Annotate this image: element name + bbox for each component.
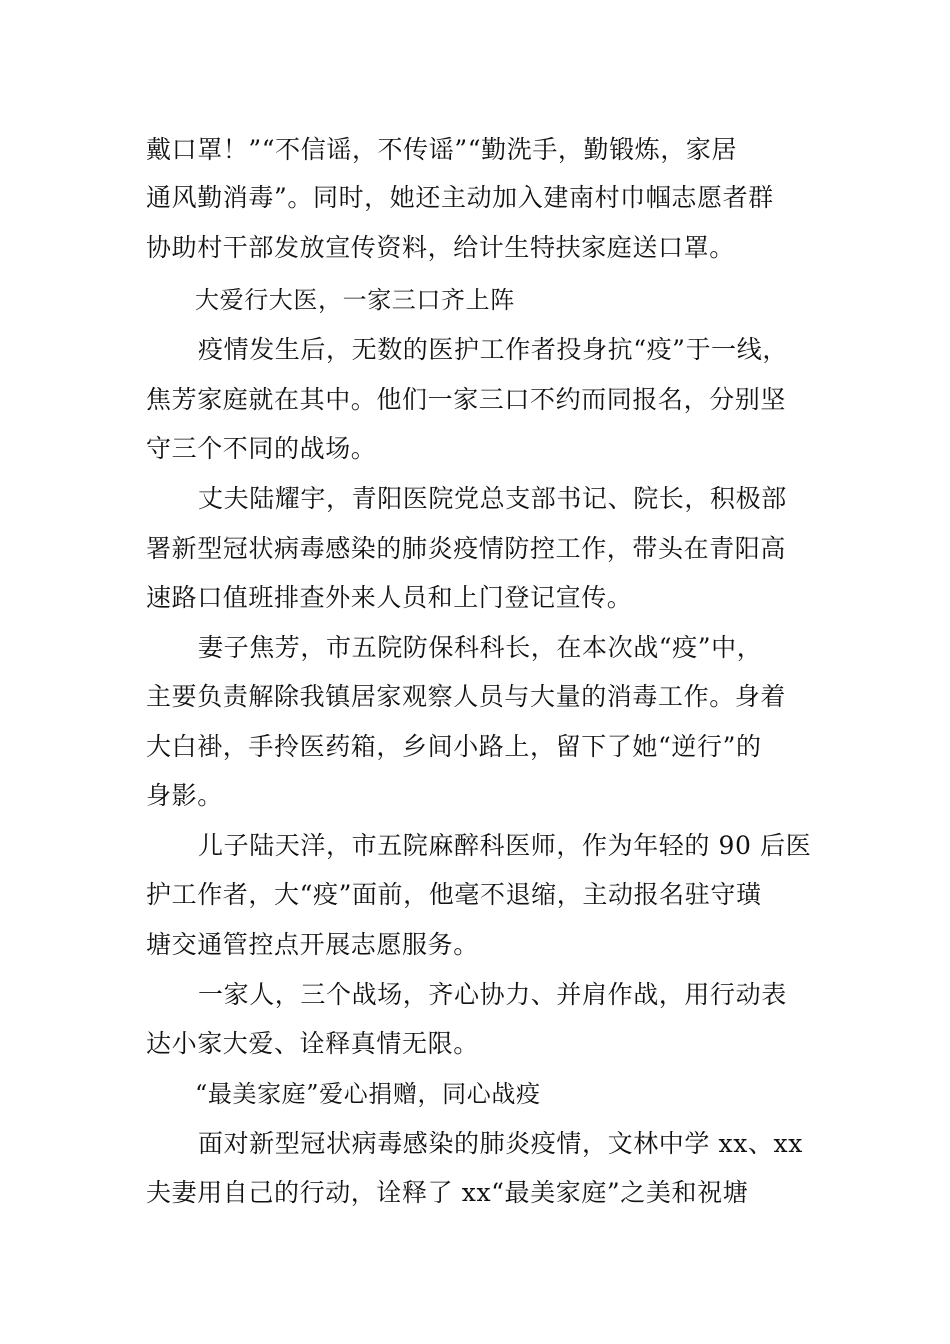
text-line: 护工作者，大“疫”面前，他毫不退缩，主动报名驻守璜 — [146, 880, 762, 909]
text-line: 焦芳家庭就在其中。他们一家三口不约而同报名，分别坚 — [146, 385, 787, 414]
text-line: 守三个不同的战场。 — [146, 434, 377, 463]
text-line: 夫妻用自己的行动，诠释了 xx“最美家庭”之美和祝塘 — [146, 1178, 749, 1207]
text-line: 速路口值班排查外来人员和上门登记宣传。 — [146, 583, 633, 612]
paragraph-first-line: 妻子焦芳，市五院防保科科长，在本次战“疫”中， — [198, 633, 763, 662]
text-line: 身影。 — [146, 781, 223, 810]
paragraph-first-line: 丈夫陆耀宇，青阳医院党总支部书记、院长，积极部 — [198, 484, 787, 513]
text-line: 大白褂，手拎医药箱，乡间小路上，留下了她“逆行”的 — [146, 732, 762, 761]
paragraph-first-line: 儿子陆天洋，市五院麻醉科医师，作为年轻的 90 后医 — [198, 831, 812, 860]
text-line: 通风勤消毒”。同时，她还主动加入建南村巾帼志愿者群 — [146, 183, 774, 212]
section-heading: 大爱行大医，一家三口齐上阵 — [195, 286, 515, 314]
section-heading: “最美家庭”爱心捐赠，同心战疫 — [195, 1080, 541, 1108]
paragraph-first-line: 疫情发生后，无数的医护工作者投身抗“疫”于一线， — [198, 335, 788, 364]
text-line: 戴口罩！”“不信谣，不传谣”“勤洗手，勤锻炼，家居 — [146, 135, 738, 164]
paragraph-first-line: 面对新型冠状病毒感染的肺炎疫情，文林中学 xx、xx — [198, 1129, 803, 1158]
text-line: 塘交通管控点开展志愿服务。 — [146, 930, 479, 959]
text-line: 主要负责解除我镇居家观察人员与大量的消毒工作。身着 — [146, 682, 787, 711]
text-line: 达小家大爱、诠释真情无限。 — [146, 1029, 479, 1058]
text-line: 署新型冠状病毒感染的肺炎疫情防控工作，带头在青阳高 — [146, 534, 787, 563]
text-line: 协助村干部发放宣传资料，给计生特扶家庭送口罩。 — [146, 233, 735, 262]
paragraph-first-line: 一家人，三个战场，齐心协力、并肩作战，用行动表 — [198, 980, 787, 1009]
